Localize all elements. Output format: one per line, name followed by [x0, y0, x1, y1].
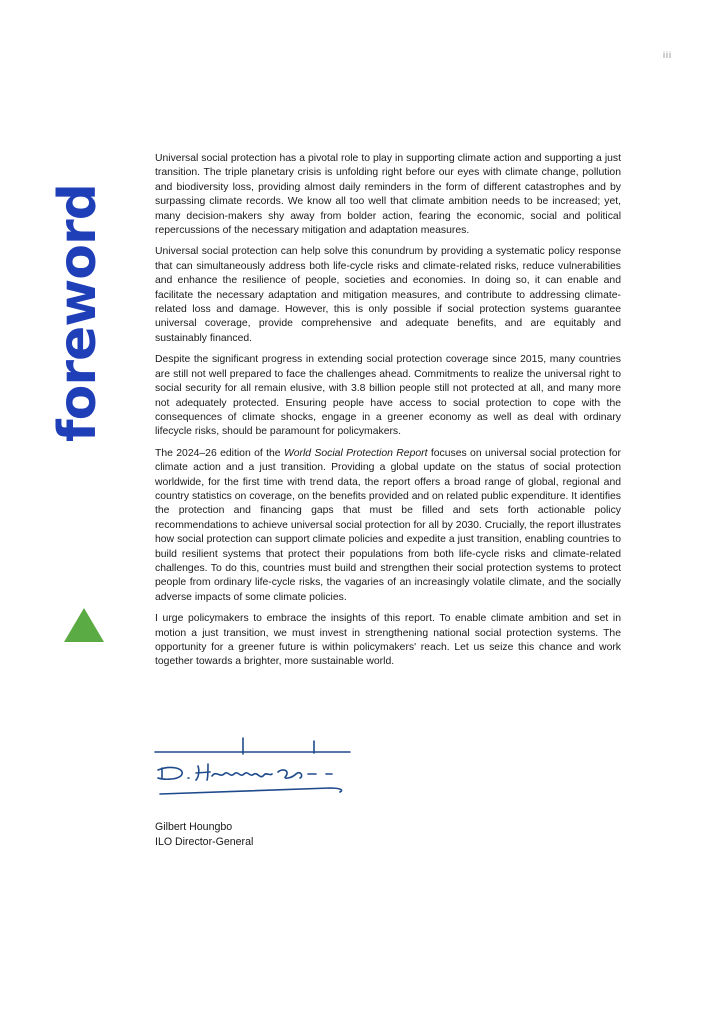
- report-title: World Social Protection Report: [283, 447, 428, 459]
- section-heading: [50, 160, 106, 482]
- paragraph-text: The 2024–26 edition of the: [155, 447, 284, 459]
- paragraph: Despite the significant progress in extending social protection coverage since 2015, many countries are still not well prepared to face the challenges ahead. Commitments to realize the universal right to social security for all remain elusive, with 3.8 billion people still not protected at all, and many more not adequately protected. Ensuring people have access to social protection to cope with the consequences of climate shocks, engage in a greener economy as well as deal with ordinary lifecycle risks, should be paramount for policymakers.: [155, 354, 621, 438]
- paragraph-text: focuses on universal social protection for climate action and a just transition. Providing a global update on the status of social protection worldwide, for the first time with trend data, the report offers a broad range of global, regional and country statistics on coverage, on the benefits provided and on related public expenditure. It identifies the protection and financing gaps that must be filled and sets forth actionable policy recommendations to achieve universal social protection for all by 2030. Crucially, the report illustrates how social protection can support climate policies and expedite a just transition, enabling countries to build resilient systems that protect their populations from both life-cycle risks and climate-related challenges. To do this, countries must build and strengthen their social protection systems to protect people from ordinary life-cycle risks, the vagaries of an increasingly volatile climate, and the socially adverse impacts of some climate policies.: [155, 447, 621, 603]
- paragraph: [155, 447, 621, 605]
- green-triangle-icon: [64, 608, 104, 642]
- foreword-body: [155, 152, 621, 677]
- page-number: iii: [663, 50, 672, 60]
- signatory-block: [155, 820, 253, 849]
- signatory-title: ILO Director-General: [155, 835, 254, 848]
- section-title: foreword: [48, 184, 108, 442]
- paragraph: I urge policymakers to embrace the insights of this report. To enable climate ambition and set in motion a just transition, we must invest in strengthening national social protection systems. The opportunity for a greener future is within policymakers' reach. Let us seize this chance and work together towards a brighter, more sustainable world.: [155, 613, 621, 668]
- paragraph: Universal social protection has a pivotal role to play in supporting climate action and supporting a just transition. The triple planetary crisis is unfolding right before our eyes with climate change, pollution and biodiversity loss, providing almost daily reminders in the form of different catastrophes and by surpassing climate records. We know all too well that climate ambition needs to be increased; yet, many decision-makers shy away from bolder action, fearing the economic, social and political repercussions of the necessary mitigation and adaptation measures.: [155, 153, 621, 237]
- signatory-name: Gilbert Houngbo: [155, 821, 233, 833]
- paragraph: Universal social protection can help solve this conundrum by providing a systematic policy response that can simultaneously address both life-cycle risks and climate-related risks, reduce vulnerabilities and enhance the resilience of people, societies and economies. In doing so, it can enable and facilitate the necessary adaptation and mitigation measures, and contribute to addressing climate-related loss and damage. However, this is only possible if social protection systems guarantee universal coverage, provide comprehensive and adequate benefits, and are equitably and sustainably financed.: [155, 246, 621, 344]
- signature-image: [150, 732, 380, 804]
